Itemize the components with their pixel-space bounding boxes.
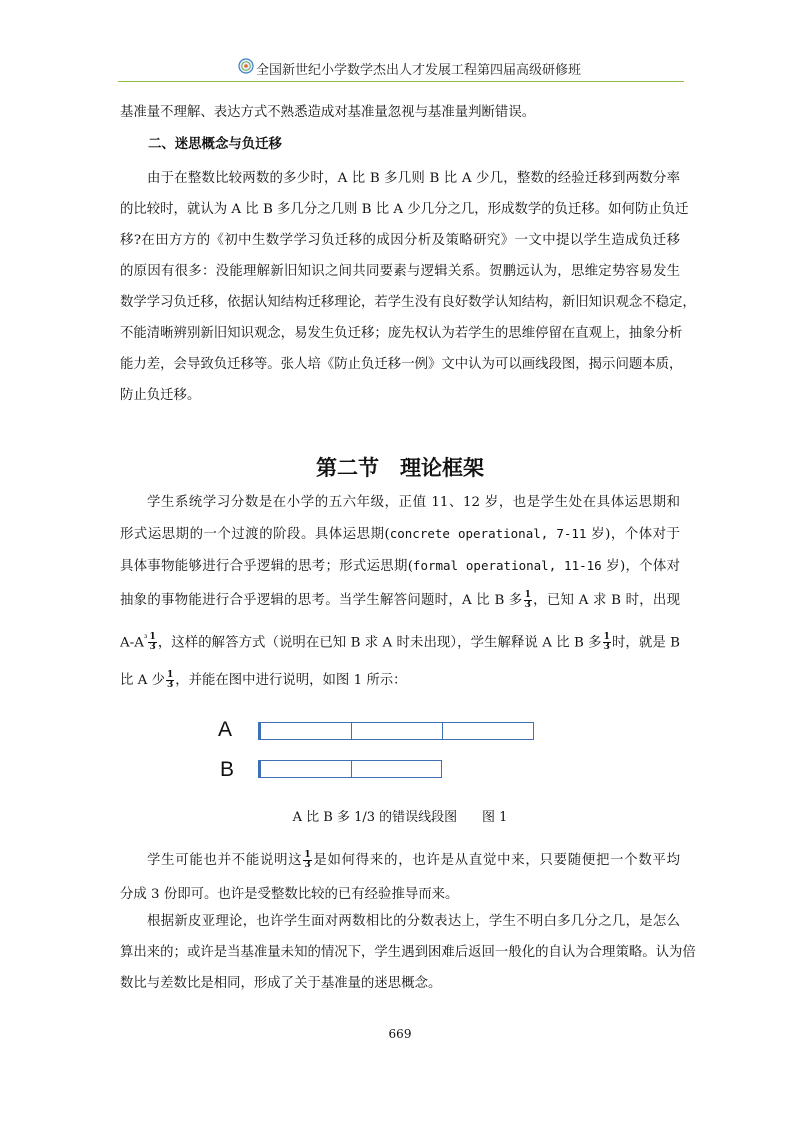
text-line: 数比与差数比是相同，形成了关于基准量的迷思概念。 [120,976,442,991]
fraction-one-third [303,851,311,870]
text-line [120,843,680,879]
paragraph-student-explanation [120,843,680,910]
fraction-numerator: 1 [603,632,610,643]
text-line: 的比较时，就认为 A 比 B 多几分之几则 B 比 A 少几分之几，形成数学的负迁移。如何防止负迁 [120,202,689,217]
fraction-denominator: 3 [166,680,174,691]
text-run: 形式运思期的一个过渡的阶段。具体运思期( [120,527,390,542]
figure-label-a: A [218,718,233,741]
text-run: ，并能在图中进行说明，如图 1 所示： [175,673,407,689]
text-run: 抽象的事物能进行合乎逻辑的思考。当学生解答问题时，A 比 B 多 [120,593,523,608]
text-line: 的原因有很多：没能理解新旧知识之间共同要素与逻辑关系。贺鹏远认为，思维定势容易发生 [120,264,680,279]
intro-paragraph [120,97,680,128]
subsection-heading: 二、迷思概念与负迁移 [148,137,282,152]
fraction-one-third [603,633,611,652]
text-run: 具体事物能够进行合乎逻辑的思考；形式运思期( [120,559,413,574]
page-header [118,56,684,84]
english-term: concrete operational, 7-11 [389,526,587,541]
fraction-numerator: 1 [149,632,156,643]
segment-unit [261,723,352,739]
text-line: 根据新皮亚理论，也许学生面对两数相比的分数表达上，学生不明白多几分之几，是怎么 [147,914,680,929]
text-line: 移?在田方方的《初中生数学学习负迁移的成因分析及策略研究》一文中提以学生造成负迁移 [120,233,680,248]
paragraph-misconception [120,906,696,999]
segment-unit [352,761,442,777]
fraction-denominator: 3 [603,642,610,653]
figure-label-b: B [220,758,235,781]
text-run: 时，就是 B [611,635,680,651]
caption-figure-number: 图 1 [481,810,508,825]
segment-bar-b [258,760,442,778]
text-run: ，这样的解答方式（说明在已知 B 求 A 时未出现），学生解释说 A 比 B 多 [157,635,602,651]
fraction-one-third [148,633,156,652]
text-line [120,550,680,582]
text-run: 是如何得来的，也许是从直觉中来，只要随便把一个数平均 [312,853,681,868]
text-run: 岁)，个体对 [601,559,680,574]
text-line: 由于在整数比较两数的多少时，A 比 B 多几则 B 比 A 少几，整数的经验迁移到两数分率 [147,171,680,186]
fraction-denominator: 3 [524,600,531,610]
fraction-one-third [166,671,174,690]
text-line: 防止负迁移。 [120,388,201,403]
text-line [120,662,680,700]
english-term: formal operational, 11-16 [412,558,602,573]
section-heading: 第二节 理论框架 [316,456,484,480]
text-line: 算出来的；或许是当基准量未知的情况下，学生遇到困难后返回一般化的自认为合理策略。认为倍 [120,945,696,960]
segment-unit [352,723,443,739]
line-segment-figure [214,712,554,792]
text-line [120,582,680,620]
caption-text: A 比 B 多 1/3 的错误线段图 [292,810,458,825]
text-run: ，已知 A 求 B 时，出现 [532,593,681,608]
fraction-denominator: 3 [149,642,156,653]
segment-unit [443,723,533,739]
text-line: 分成 3 份即可。也许是受整数比较的已有经验推导而来。 [120,887,459,902]
paragraph-theoretical-framework [120,487,680,700]
paragraph-negative-transfer [120,163,696,411]
page-number: 669 [388,1027,412,1041]
fraction-denominator: 3 [304,860,311,870]
figure-caption [120,806,680,825]
superscript-mark: ³ [143,634,148,644]
text-line: 数学学习负迁移，依据认知结构迁移理论，若学生没有良好数学认知结构，新旧知识观念不稳定， [120,295,696,310]
text-run: 学生可能也并不能说明这 [147,853,303,868]
text-line: 学生系统学习分数是在小学的五六年级，正值 11、12 岁，也是学生处在具体运思期和 [147,495,680,510]
header-title: 全国新世纪小学数学杰出人才发展工程第四届高级研修班 [256,63,582,78]
text-run: 比 A 少 [120,673,165,689]
text-run: A-A [120,635,144,651]
segment-bar-a [258,722,534,740]
fraction-one-third [524,591,532,610]
header-divider [118,81,684,82]
circular-emblem-icon [238,58,254,74]
text-run: 岁)，个体对于 [586,527,680,542]
fraction-numerator: 1 [524,590,531,600]
fraction-numerator: 1 [304,850,311,860]
text-line: 基准量不理解、表达方式不熟悉造成对基准量忽视与基准量判断错误。 [120,105,536,120]
text-line: 能力差，会导致负迁移等。张人培《防止负迁移一例》文中认为可以画线段图，揭示问题本质， [120,357,683,372]
segment-unit [261,761,352,777]
text-line [120,518,680,550]
text-line: 不能清晰辨别新旧知识观念，易发生负迁移；庞先权认为若学生的思维停留在直观上，抽象分析 [120,326,683,341]
fraction-numerator: 1 [166,670,174,681]
text-line [120,620,680,662]
